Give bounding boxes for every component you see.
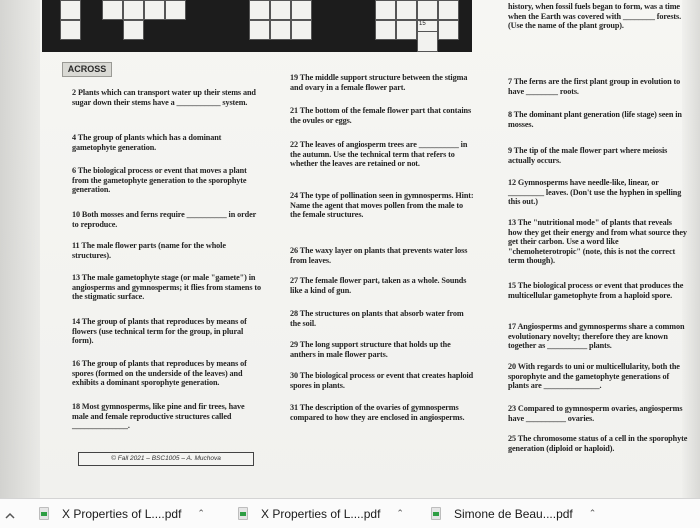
grid-cell bbox=[438, 20, 459, 40]
clue-21: 21 The bottom of the female flower part that contains the ovules or eggs. bbox=[290, 106, 472, 125]
grid-cell bbox=[375, 20, 396, 40]
pdf-file-icon bbox=[430, 507, 442, 521]
download-bar bbox=[0, 498, 700, 528]
clue-28: 28 The structures on plants that absorb water from the soil. bbox=[290, 309, 464, 328]
clue-across-6: 6 The biological process or event that moves a plant from the gametophyte generation to the sporophyte generation. bbox=[72, 166, 247, 195]
caret-up-icon[interactable]: ⌃ bbox=[396, 509, 404, 519]
clue-13-nutritional: 13 The "nutritional mode" of plants that reveals how they get their energy and from what source they get their carbon. Use a word like "chemoheterotropic" (note, this is not the correct term though). bbox=[508, 218, 687, 266]
grid-cell bbox=[417, 31, 438, 52]
grid-cell bbox=[144, 0, 165, 20]
grid-cell-number: 15 bbox=[419, 21, 426, 27]
clue-8: 8 The dominant plant generation (life stage) seen in mosses. bbox=[508, 110, 682, 129]
download-item[interactable] bbox=[237, 499, 404, 528]
clue-12: 12 Gymnosperms have needle-like, linear, or _________ leaves. (Don't use the hyphen in spelling this out.) bbox=[508, 178, 682, 207]
grid-cell bbox=[123, 0, 144, 20]
clue-across-2: 2 Plants which can transport water up their stems and sugar down their stems have a ___________ system. bbox=[72, 88, 256, 107]
grid-cell bbox=[60, 20, 81, 40]
caret-up-icon[interactable]: ⌃ bbox=[588, 509, 597, 519]
clue-27: 27 The female flower part, taken as a whole. Sounds like a kind of gun. bbox=[290, 276, 467, 295]
grid-cell bbox=[270, 0, 291, 20]
crossword-grid bbox=[42, 0, 472, 52]
clue-across-11: 11 The male flower parts (name for the whole structures). bbox=[72, 241, 226, 260]
grid-cell bbox=[249, 20, 270, 40]
chevron-up-icon[interactable] bbox=[4, 509, 16, 521]
grid-cell bbox=[396, 20, 417, 40]
download-filename: X Properties of L....pdf bbox=[62, 507, 182, 521]
clue-30: 30 The biological process or event that creates haploid spores in plants. bbox=[290, 371, 474, 390]
pdf-file-icon bbox=[237, 507, 249, 521]
grid-cell bbox=[417, 0, 438, 20]
clue-17: 17 Angiosperms and gymnosperms share a common evolutionary novelty; therefore they are known together as __________ plants. bbox=[508, 322, 685, 351]
clue-26: 26 The waxy layer on plants that prevents water loss from leaves. bbox=[290, 246, 468, 265]
clue-continued: history, when fossil fuels began to form, was a time when the Earth was covered with ________ forests. (Use the name of the plant group). bbox=[508, 2, 682, 31]
grid-cell bbox=[291, 20, 312, 40]
clue-19: 19 The middle support structure between the stigma and ovary in a female flower part. bbox=[290, 73, 468, 92]
across-heading: ACROSS bbox=[62, 62, 112, 77]
clue-9: 9 The tip of the male flower part where meiosis actually occurs. bbox=[508, 146, 668, 165]
grid-cell bbox=[291, 0, 312, 20]
clue-across-4: 4 The group of plants which has a dominant gametophyte generation. bbox=[72, 133, 222, 152]
clue-7: 7 The ferns are the first plant group in evolution to have ________ roots. bbox=[508, 77, 681, 96]
clue-across-14: 14 The group of plants that reproduces by means of flowers (use technical term for the group, in plural form). bbox=[72, 317, 247, 346]
grid-cell bbox=[270, 20, 291, 40]
download-item[interactable] bbox=[38, 499, 205, 528]
clue-23: 23 Compared to gymnosperm ovaries, angiosperms have __________ ovaries. bbox=[508, 404, 683, 423]
pdf-file-icon bbox=[38, 507, 50, 521]
grid-cell bbox=[102, 0, 123, 20]
download-filename: X Properties of L....pdf bbox=[261, 507, 381, 521]
page-edge-shadow bbox=[0, 0, 40, 498]
caret-up-icon[interactable]: ⌃ bbox=[197, 509, 205, 519]
grid-cell bbox=[375, 0, 396, 20]
clue-15: 15 The biological process or event that produces the multicellular gametophyte from a haploid spore. bbox=[508, 281, 684, 300]
clue-20: 20 With regards to uni or multicellularity, both the sporophyte and the gametophyte generations of plants are ______________. bbox=[508, 362, 680, 391]
clue-24: 24 The type of pollination seen in gymnosperms. Hint: Name the agent that moves pollen from the male to the female structures. bbox=[290, 191, 474, 220]
clue-across-18: 18 Most gymnosperms, like pine and fir trees, have male and female reproductive structures called ______________. bbox=[72, 402, 245, 431]
download-filename: Simone de Beau....pdf bbox=[454, 507, 573, 521]
grid-cell bbox=[60, 0, 81, 20]
grid-cell bbox=[165, 0, 186, 20]
clue-31: 31 The description of the ovaries of gymnosperms compared to how they are enclosed in angiosperms. bbox=[290, 403, 465, 422]
grid-cell bbox=[123, 20, 144, 40]
clue-25: 25 The chromosome status of a cell in the sporophyte generation (diploid or haploid). bbox=[508, 434, 688, 453]
download-item[interactable] bbox=[430, 499, 596, 528]
clue-across-13: 13 The male gametophyte stage (or male "gamete") in angiosperms and gymnosperms; it flies from stamens to the stigmatic surface. bbox=[72, 273, 261, 302]
grid-cell bbox=[396, 0, 417, 20]
clue-across-10: 10 Both mosses and ferns require __________ in order to reproduce. bbox=[72, 210, 257, 229]
grid-cell bbox=[249, 0, 270, 20]
copyright-footer: © Fall 2021 – BSC1005 – A. Muchova bbox=[78, 452, 254, 466]
clue-22: 22 The leaves of angiosperm trees are __________ in the autumn. Use the technical term that refers to whether the leaves are retained or not. bbox=[290, 140, 468, 169]
clue-across-16: 16 The group of plants that reproduces by means of spores (formed on the underside of the leaves) and exhibits a dominant sporophyte generation. bbox=[72, 359, 247, 388]
clue-29: 29 The long support structure that holds up the anthers in male flower parts. bbox=[290, 340, 451, 359]
grid-cell bbox=[438, 0, 459, 20]
